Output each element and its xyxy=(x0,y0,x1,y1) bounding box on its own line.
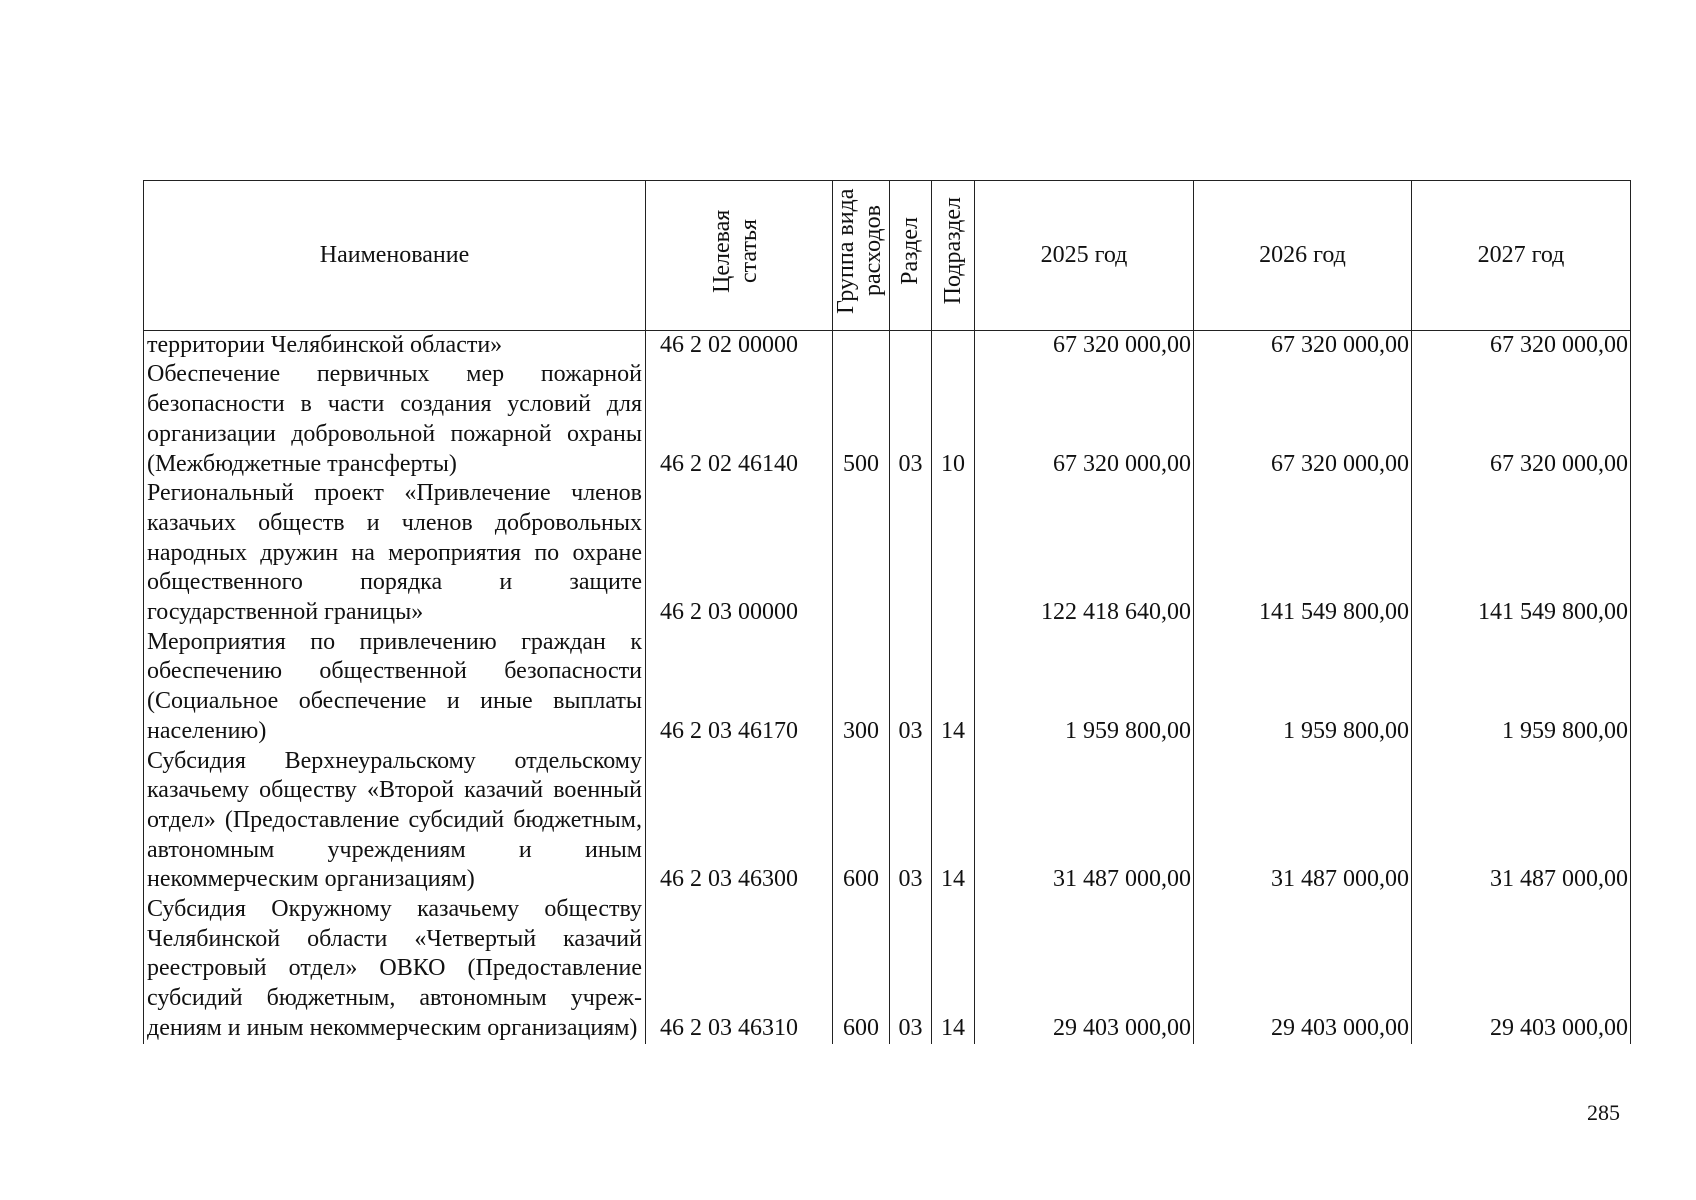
header-section: Раздел xyxy=(890,181,932,331)
header-expense-group: Группа вида расходов xyxy=(833,181,890,331)
header-name: Наименование xyxy=(144,181,646,331)
table-row xyxy=(144,479,1631,628)
row-amount-2026: 67 320 000,00 xyxy=(1194,330,1412,360)
row-amount-2027: 29 403 000,00 xyxy=(1412,895,1631,1044)
row-code: 46 2 03 46310 xyxy=(646,895,833,1044)
row-section: 03 xyxy=(890,895,932,1044)
row-name: Обеспечение первичных мер пожарной безопасности в части создания условий для организации добровольной пожарной охраны (Межбюджетные трансферты) xyxy=(144,360,646,479)
row-amount-2027: 67 320 000,00 xyxy=(1412,330,1631,360)
table-row xyxy=(144,360,1631,479)
row-subsection xyxy=(932,330,975,360)
row-amount-2025: 31 487 000,00 xyxy=(975,747,1194,896)
row-amount-2027: 31 487 000,00 xyxy=(1412,747,1631,896)
header-year-2026: 2026 год xyxy=(1194,181,1412,331)
row-group: 600 xyxy=(833,747,890,896)
table-row xyxy=(144,895,1631,1044)
row-amount-2026: 67 320 000,00 xyxy=(1194,360,1412,479)
row-code: 46 2 03 00000 xyxy=(646,479,833,628)
row-subsection: 14 xyxy=(932,747,975,896)
row-group xyxy=(833,479,890,628)
row-amount-2025: 122 418 640,00 xyxy=(975,479,1194,628)
row-group: 300 xyxy=(833,628,890,747)
row-code: 46 2 02 00000 xyxy=(646,330,833,360)
table-header-row xyxy=(144,181,1631,331)
header-target-article: Целевая статья xyxy=(646,181,833,331)
budget-table xyxy=(143,180,1631,1044)
row-name: территории Челябинской области» xyxy=(144,330,646,360)
header-year-2025: 2025 год xyxy=(975,181,1194,331)
row-amount-2026: 1 959 800,00 xyxy=(1194,628,1412,747)
row-group: 500 xyxy=(833,360,890,479)
row-amount-2026: 141 549 800,00 xyxy=(1194,479,1412,628)
row-amount-2025: 67 320 000,00 xyxy=(975,360,1194,479)
row-amount-2027: 141 549 800,00 xyxy=(1412,479,1631,628)
row-amount-2025: 29 403 000,00 xyxy=(975,895,1194,1044)
row-name: Мероприятия по привлечению граждан к обеспечению общественной безопасности (Социальное обеспечение и иные выплаты населению) xyxy=(144,628,646,747)
row-code: 46 2 02 46140 xyxy=(646,360,833,479)
row-subsection xyxy=(932,479,975,628)
row-name: Субсидия Окружному казачьему обществу Челябинской области «Четвертый казачий реестровый отдел» ОВКО (Предоставление субсидий бюджетным, автономным учреждениям и иным некоммерческим организациям) xyxy=(144,895,646,1044)
row-name: Региональный проект «Привлечение членов казачьих обществ и членов добровольных народных дружин на мероприятия по охране общественного порядка и защите государственной границы» xyxy=(144,479,646,628)
row-amount-2026: 31 487 000,00 xyxy=(1194,747,1412,896)
header-year-2027: 2027 год xyxy=(1412,181,1631,331)
row-amount-2027: 67 320 000,00 xyxy=(1412,360,1631,479)
row-section xyxy=(890,330,932,360)
row-subsection: 14 xyxy=(932,628,975,747)
row-subsection: 10 xyxy=(932,360,975,479)
row-section: 03 xyxy=(890,747,932,896)
row-section xyxy=(890,479,932,628)
table-row xyxy=(144,330,1631,360)
row-section: 03 xyxy=(890,360,932,479)
page-number: 285 xyxy=(1587,1100,1620,1125)
row-group: 600 xyxy=(833,895,890,1044)
table-row xyxy=(144,628,1631,747)
row-subsection: 14 xyxy=(932,895,975,1044)
row-amount-2027: 1 959 800,00 xyxy=(1412,628,1631,747)
table-row xyxy=(144,747,1631,896)
row-group xyxy=(833,330,890,360)
header-subsection: Подраздел xyxy=(932,181,975,331)
row-code: 46 2 03 46170 xyxy=(646,628,833,747)
row-amount-2026: 29 403 000,00 xyxy=(1194,895,1412,1044)
row-code: 46 2 03 46300 xyxy=(646,747,833,896)
row-amount-2025: 1 959 800,00 xyxy=(975,628,1194,747)
row-amount-2025: 67 320 000,00 xyxy=(975,330,1194,360)
row-section: 03 xyxy=(890,628,932,747)
row-name: Субсидия Верхнеуральскому отдельскому казачьему обществу «Второй казачий военный отдел» (Предоставление субсидий бюджетным, автономным учреждениям и иным некоммерческим организациям) xyxy=(144,747,646,896)
